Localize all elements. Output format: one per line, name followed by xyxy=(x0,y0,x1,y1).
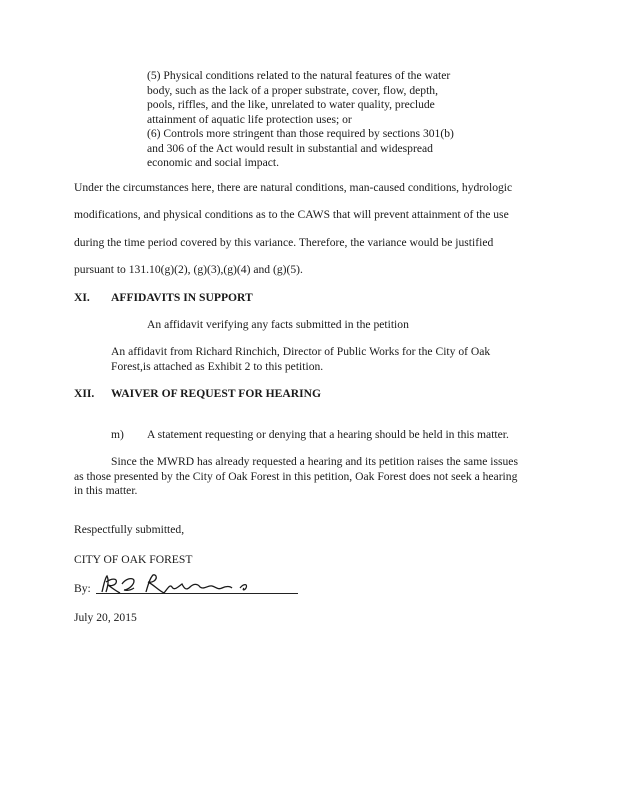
paragraph-line-1: Under the circumstances here, there are natural conditions, man-caused conditions, hydrologic xyxy=(74,181,513,194)
condition-5-line-2: body, such as the lack of a proper substrate, cover, flow, depth, xyxy=(147,83,439,97)
section-xii-response-line-2: as those presented by the City of Oak Forest in this petition, Oak Forest does not seek a hearing xyxy=(74,469,518,483)
condition-5-line-3: pools, riffles, and the like, unrelated to water quality, preclude xyxy=(147,98,435,111)
condition-5 xyxy=(147,69,450,127)
condition-6 xyxy=(147,127,454,171)
scan-speck xyxy=(52,12,55,15)
condition-6-line-3: economic and social impact. xyxy=(147,156,279,169)
organization-name: CITY OF OAK FOREST xyxy=(74,553,193,566)
section-xi-response xyxy=(111,345,490,374)
by-label: By: xyxy=(74,582,91,595)
section-xi-response-line-1: An affidavit from Richard Rinchich, Director of Public Works for the City of Oak xyxy=(111,345,491,358)
condition-6-line-2: and 306 of the Act would result in substantial and widespread xyxy=(147,141,433,155)
section-xii-response xyxy=(74,455,518,499)
section-xii-response-line-1: Since the MWRD has already requested a hearing and its petition raises the same issues xyxy=(111,455,518,468)
section-xii-response-line-3: in this matter. xyxy=(74,484,138,497)
signature-text: RC Rinchich xyxy=(268,577,294,582)
section-xi-title: AFFIDAVITS IN SUPPORT xyxy=(111,291,253,304)
signature-line xyxy=(96,593,298,594)
section-xi-requirement: An affidavit verifying any facts submitted in the petition xyxy=(147,318,409,331)
section-xii-number: XII. xyxy=(74,387,95,400)
paragraph-line-3: during the time period covered by this variance. Therefore, the variance would be justified xyxy=(74,236,494,249)
condition-5-line-1: (5) Physical conditions related to the natural features of the water xyxy=(147,69,451,82)
section-xii-item-label: m) xyxy=(111,428,124,441)
salutation: Respectfully submitted, xyxy=(74,523,185,536)
handwritten-signature xyxy=(98,572,298,598)
paragraph-line-4: pursuant to 131.10(g)(2), (g)(3),(g)(4) and (g)(5). xyxy=(74,263,303,276)
signature-date: July 20, 2015 xyxy=(74,611,137,624)
condition-5-line-4: attainment of aquatic life protection uses; or xyxy=(147,112,352,126)
condition-6-line-1: (6) Controls more stringent than those required by sections 301(b) xyxy=(147,127,454,140)
section-xii-item-text: A statement requesting or denying that a hearing should be held in this matter. xyxy=(147,428,509,441)
section-xii-title: WAIVER OF REQUEST FOR HEARING xyxy=(111,387,322,400)
paragraph-line-2: modifications, and physical conditions as to the CAWS that will prevent attainment of the use xyxy=(74,208,509,221)
section-xi-number: XI. xyxy=(74,291,90,304)
section-xi-response-line-2: Forest,is attached as Exhibit 2 to this petition. xyxy=(111,359,324,373)
